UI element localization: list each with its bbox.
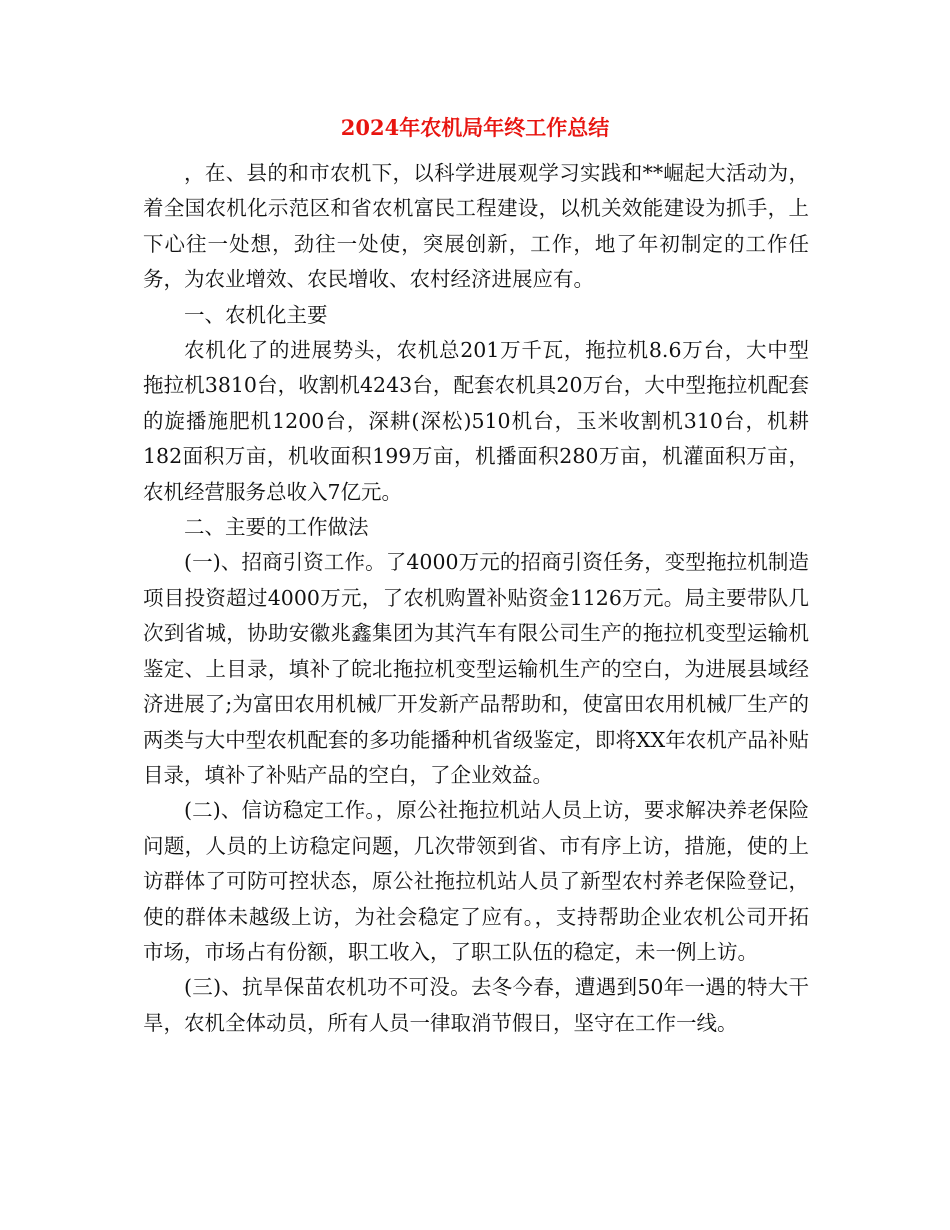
paragraph-investment: (一)、招商引资工作。了4000万元的招商引资任务，变型拖拉机制造项目投资超过4000万元，了农机购置补贴资金1126万元。局主要带队几次到省城，协助安徽兆鑫集团为其汽车有限公司生产的拖拉机变型运输机鉴定、上目录，填补了皖北拖拉机变型运输机生产的空白，为进展县域经济进展了;为富田农用机械厂开发新产品帮助和，使富田农用机械厂生产的两类与大中型农机配套的多功能播种机省级鉴定，即将XX年农机产品补贴目录，填补了补贴产品的空白，了企业效益。 — [143, 550, 809, 787]
document-title: 2024年农机局年终工作总结 — [340, 115, 610, 140]
paragraph-section-1: 农机化了的进展势头，农机总201万千瓦，拖拉机8.6万台，大中型拖拉机3810台，收割机4243台，配套农机具20万台，大中型拖拉机配套的旋播施肥机1200台，深耕(深松)510机台，玉米收割机310台，机耕182面积万亩，机收面积199万亩，机播面积280万亩，机灌面积万亩，农机经营服务总收入7亿元。 — [143, 338, 809, 504]
paragraph-intro: ，在、县的和市农机下，以科学进展观学习实践和**崛起大活动为，着全国农机化示范区和省农机富民工程建设，以机关效能建设为抓手，上下心往一处想，劲往一处使，突展创新，工作，地了年初制定的工作任务，为农业增效、农民增收、农村经济进展应有。 — [143, 161, 809, 292]
section-heading-2: 二、主要的工作做法 — [184, 515, 369, 540]
document-body — [143, 156, 809, 1041]
section-heading-1: 一、农机化主要 — [184, 302, 328, 327]
paragraph-petition: (二)、信访稳定工作。，原公社拖拉机站人员上访，要求解决养老保险问题，人员的上访稳定问题，几次带领到省、市有序上访，措施，使的上访群体了可防可控状态，原公社拖拉机站人员了新型农村养老保险登记，使的群体未越级上访，为社会稳定了应有。，支持帮助企业农机公司开拓市场，市场占有份额，职工收入，了职工队伍的稳定，未一例上访。 — [143, 798, 809, 964]
paragraph-drought: (三)、抗旱保苗农机功不可没。去冬今春，遭遇到50年一遇的特大干旱，农机全体动员，所有人员一律取消节假日，坚守在工作一线。 — [143, 975, 809, 1035]
